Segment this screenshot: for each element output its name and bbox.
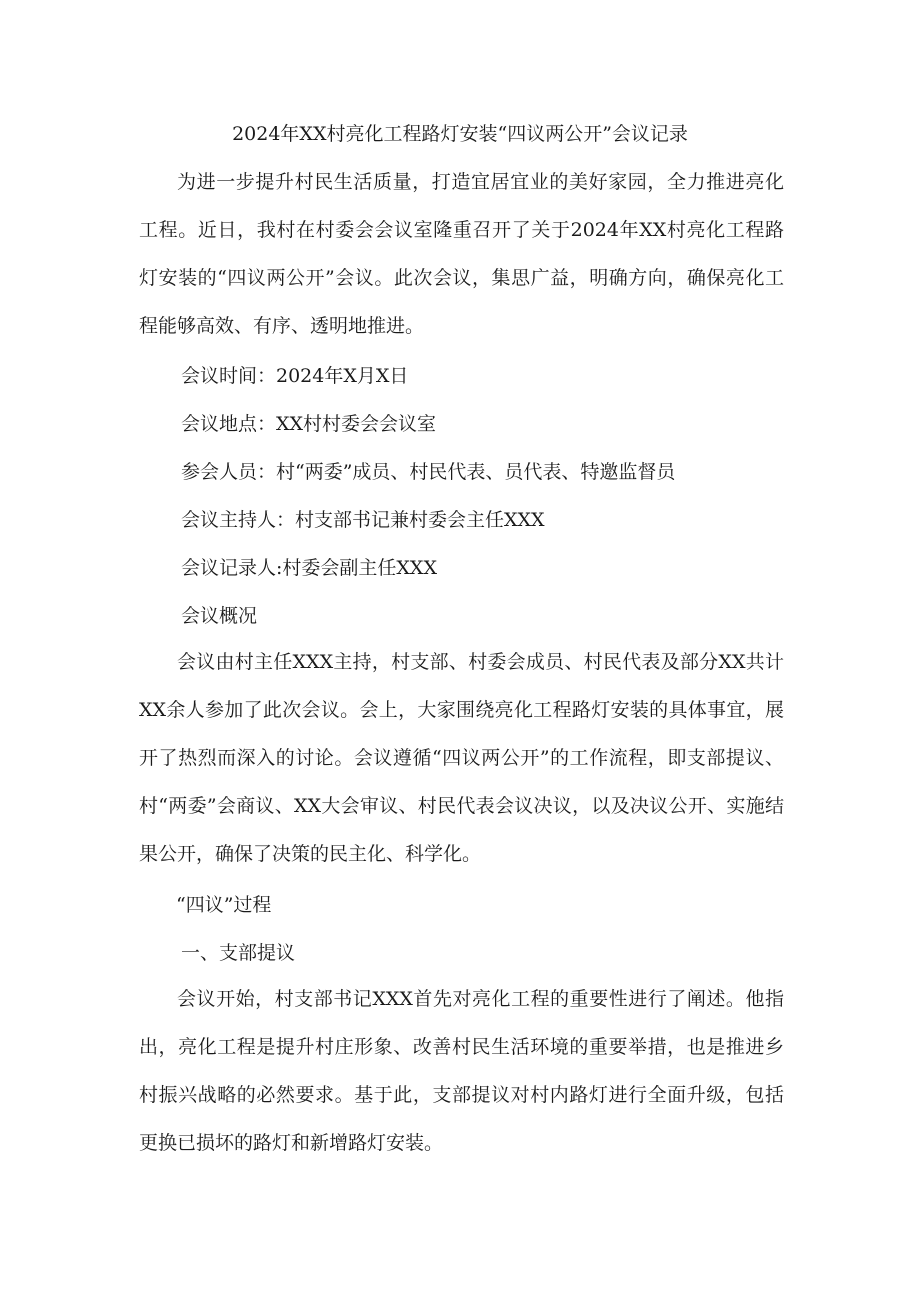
meeting-recorder: 会议记录人:村委会副主任XXX: [181, 557, 437, 579]
attendees: 参会人员：村“两委”成员、村民代表、员代表、特邀监督员: [181, 461, 676, 483]
meeting-host: 会议主持人：村支部书记兼村委会主任XXX: [181, 509, 545, 531]
document-title: 2024年XX村亮化工程路灯安装“四议两公开”会议记录: [232, 123, 688, 145]
meeting-time: 会议时间：2024年X月X日: [181, 365, 409, 387]
section1-paragraph: 会议开始，村支部书记XXX首先对亮化工程的重要性进行了阐述。他指出，亮化工程是提升村庄形象、改善村民生活环境的重要举措，也是推进乡村振兴战略的必然要求。基于此，支部提议对村内路灯进行全面升级，包括更换已损坏的路灯和新增路灯安装。: [139, 988, 784, 1154]
intro-paragraph: 为进一步提升村民生活质量，打造宜居宜业的美好家园，全力推进亮化工程。近日，我村在村委会会议室隆重召开了关于2024年XX村亮化工程路灯安装的“四议两公开”会议。此次会议，集思广益，明确方向，确保亮化工程能够高效、有序、透明地推进。: [139, 171, 784, 337]
process-heading: “四议”过程: [176, 894, 272, 916]
overview-heading: 会议概况: [181, 605, 258, 627]
section1-heading: 一、支部提议: [181, 942, 296, 964]
meeting-place: 会议地点：XX村村委会会议室: [181, 413, 437, 435]
overview-paragraph: 会议由村主任XXX主持，村支部、村委会成员、村民代表及部分XX共计XX余人参加了此次会议。会上，大家围绕亮化工程路灯安装的具体事宜，展开了热烈而深入的讨论。会议遵循“四议两公开”的工作流程，即支部提议、村“两委”会商议、XX大会审议、村民代表会议决议，以及决议公开、实施结果公开，确保了决策的民主化、科学化。: [139, 651, 784, 865]
